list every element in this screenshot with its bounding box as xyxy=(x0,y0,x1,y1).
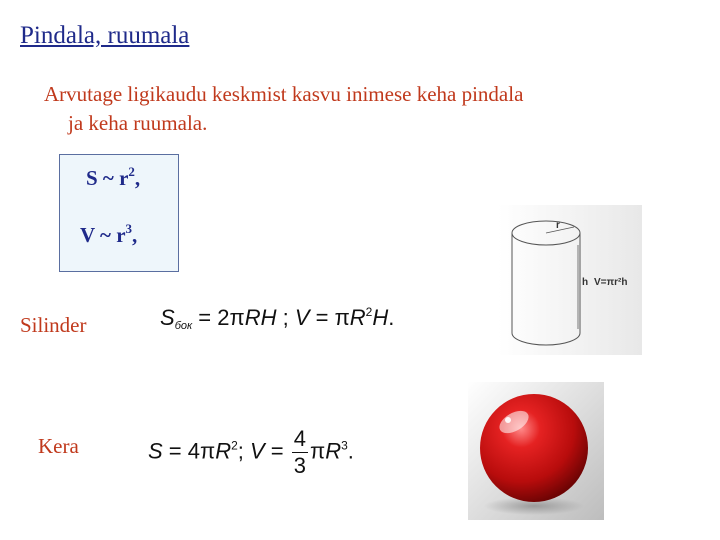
task-text-line2: ja keha ruumala. xyxy=(68,111,208,135)
sphere-formula: $S = 4\pi R^2$; V = $\frac{4}{3}$ $\pi R^3$. xyxy=(148,426,354,478)
surface-proportion: S ~ $r^2$, xyxy=(86,164,141,190)
cylinder-image xyxy=(498,205,642,355)
task-text xyxy=(44,80,664,138)
sphere-label: Kera xyxy=(38,434,79,458)
cylinder-label: Silinder xyxy=(20,313,87,337)
sphere-image xyxy=(468,382,604,520)
volume-proportion: V ~ $r^3$, xyxy=(80,221,138,247)
cylinder-radius-label: r xyxy=(556,220,560,231)
cylinder-volume-label: V=πr²h xyxy=(594,277,628,288)
cylinder-formula: $S_{бок} = 2\pi RH$ ; $V = \pi R^2H$. xyxy=(160,305,395,332)
slide-title: Pindala, ruumala xyxy=(20,22,190,49)
task-text-line1: Arvutage ligikaudu keskmist kasvu inimese keha pindala xyxy=(44,82,524,106)
fraction: $\frac{4}{3}$ xyxy=(293,426,307,478)
cylinder-height-label: h xyxy=(582,277,589,288)
